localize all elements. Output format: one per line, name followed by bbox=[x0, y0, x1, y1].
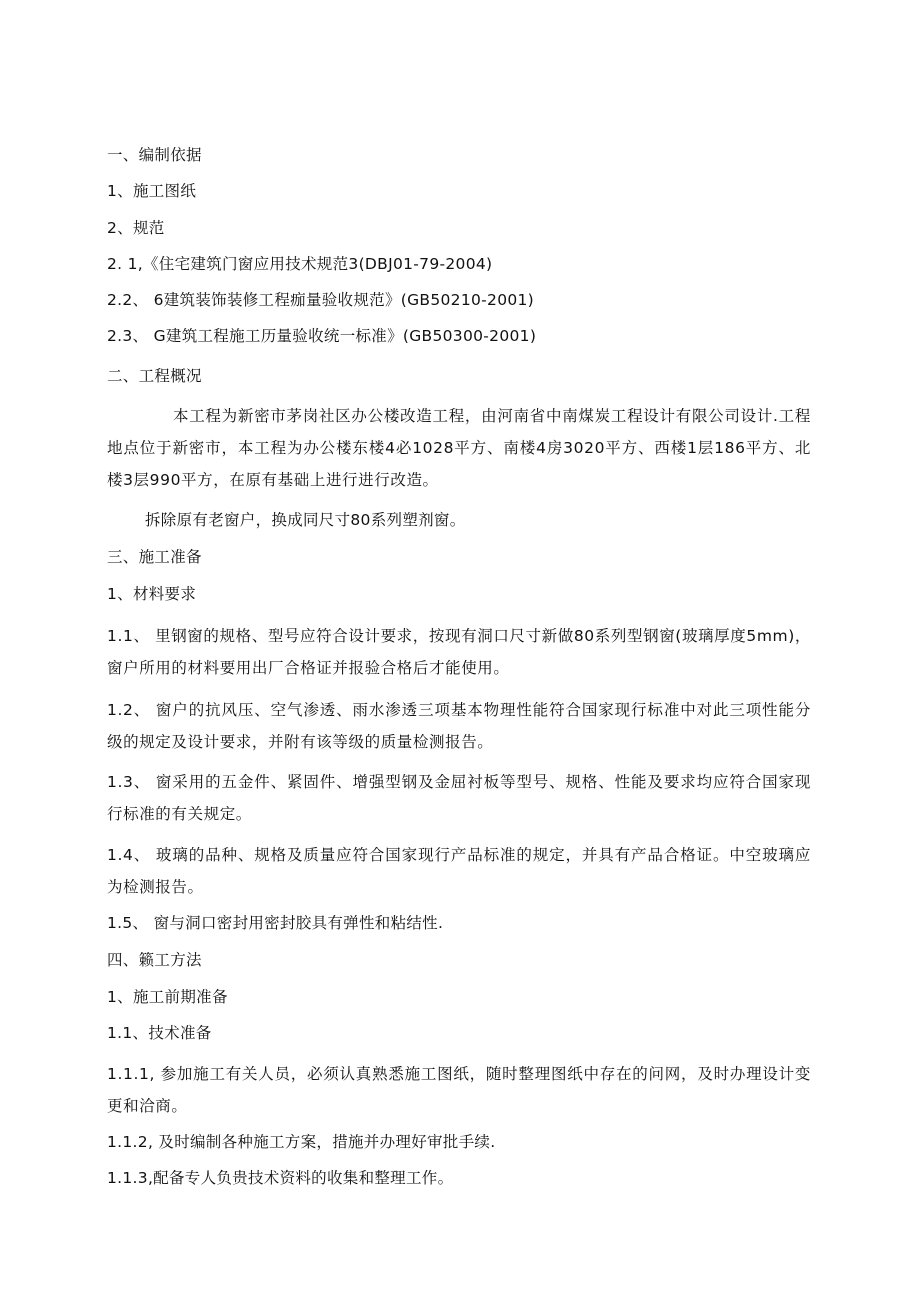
list-item: 1.5、 窗与洞口密封用密封胶具有弹性和粘结性. bbox=[107, 914, 444, 932]
subsection-heading: 1、施工前期准备 bbox=[107, 988, 228, 1006]
section-heading: 一、编制依据 bbox=[107, 146, 202, 164]
subsection-heading: 1、施工图纸 bbox=[107, 182, 197, 200]
subsection-heading: 2、规范 bbox=[107, 219, 165, 237]
list-item: 2.3、 G建筑工程施工历量验收统一标准》(GB50300-2001) bbox=[107, 327, 537, 345]
paragraph: 拆除原有老窗户，换成同尺寸80系列塑剂窗。 bbox=[145, 511, 466, 529]
list-item: 1.1.1, 参加施工有关人员，必须认真熟悉施工图纸，随时整理图纸中存在的问网，及时办理设计变更和洽商。 bbox=[107, 1065, 811, 1115]
subsection-heading: 1.1、技术准备 bbox=[107, 1024, 212, 1042]
list-item: 1.1.3,配备专人负贵技术资料的收集和整理工作。 bbox=[107, 1169, 454, 1187]
list-item: 1.2、 窗户的抗风压、空气渗透、雨水渗透三项基本物理性能符合国家现行标准中对此三项性能分级的规定及设计要求，并附有该等级的质量检测报告。 bbox=[107, 701, 811, 751]
section-heading: 二、工程概况 bbox=[107, 367, 202, 385]
list-item: 2.2、 6建筑装饰装修工程痂量验收规范》(GB50210-2001) bbox=[107, 291, 535, 309]
subsection-heading: 1、材料要求 bbox=[107, 585, 197, 603]
list-item: 1.1.2, 及时编制各种施工方案，措施并办理好审批手续. bbox=[107, 1133, 496, 1151]
section-heading: 四、籁工方法 bbox=[107, 951, 202, 969]
section-heading: 三、施工准备 bbox=[107, 548, 202, 566]
list-item: 2. 1,《住宅建筑门窗应用技术规范3(DBJ01-79-2004) bbox=[107, 255, 493, 273]
paragraph: 本工程为新密市茅岗社区办公楼改造工程，由河南省中南煤炭工程设计有限公司设计.工程地点位于新密市，本工程为办公楼东楼4必1028平方、南楼4房3020平方、西楼1层186平方、北楼3层990平方，在原有基础上进行进行改造。 bbox=[107, 407, 811, 489]
list-item: 1.4、 玻璃的品种、规格及质量应符合国家现行产品标准的规定，并具有产品合格证。中空玻璃应为检测报告。 bbox=[107, 846, 811, 896]
list-item: 1.3、 窗采用的五金件、紧固件、增强型钢及金屈衬板等型号、规格、性能及要求均应符合国家现行标准的有关规定。 bbox=[107, 773, 811, 823]
list-item: 1.1、 里钢窗的规格、型号应符合设计要求，按现有洞口尺寸新做80系列型钢窗(玻璃厚度5mm)，窗户所用的材料要用出厂合格证并报验合格后才能使用。 bbox=[107, 627, 811, 677]
